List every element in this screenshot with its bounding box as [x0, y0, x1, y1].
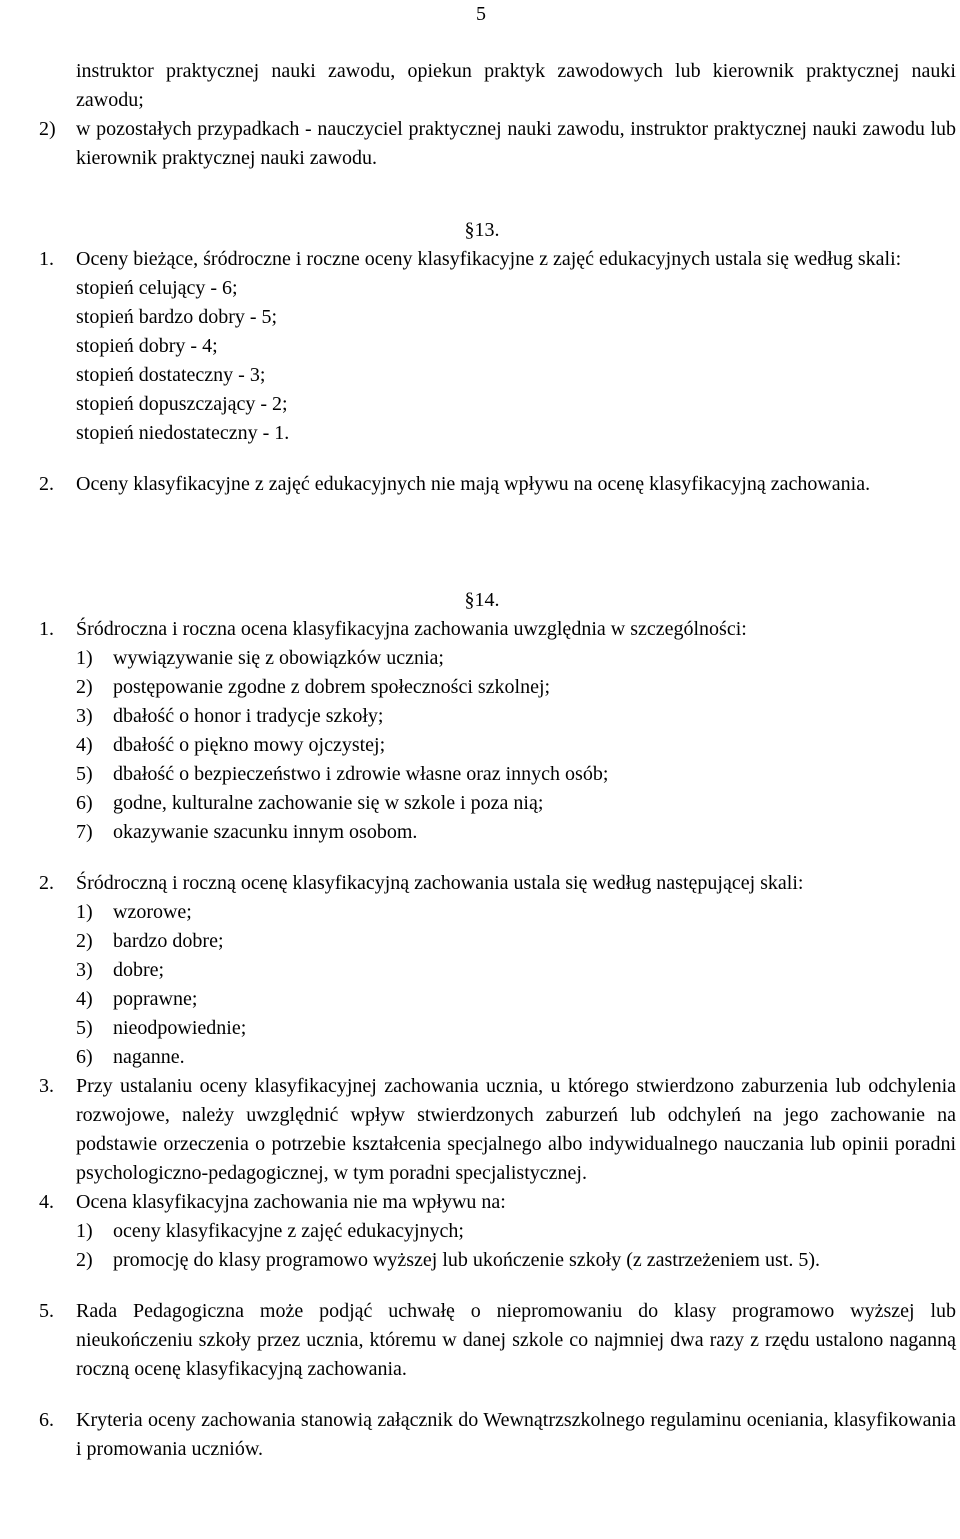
s14-paragraph-4	[39, 1188, 956, 1217]
item-text: naganne.	[113, 1046, 185, 1068]
item-number: 6)	[76, 1046, 93, 1068]
list-item	[76, 818, 956, 847]
paragraph-number: 1.	[39, 248, 54, 270]
item-number: 2)	[39, 118, 56, 140]
grade-scale-item: stopień dopuszczający - 2;	[76, 393, 288, 415]
item-text: wzorowe;	[113, 901, 192, 923]
list-item	[76, 1246, 956, 1275]
list-item	[76, 927, 956, 956]
s14-p4-list	[39, 1217, 956, 1275]
item-number: 2)	[76, 676, 93, 698]
list-item	[76, 898, 956, 927]
paragraph-number: 3.	[39, 1075, 54, 1097]
grade-scale-item: stopień bardzo dobry - 5;	[76, 306, 278, 328]
item-number: 1)	[76, 647, 93, 669]
item-text: dbałość o bezpieczeństwo i zdrowie własne oraz innych osób;	[113, 763, 609, 785]
list-item	[76, 731, 956, 760]
item-number: 3)	[76, 959, 93, 981]
item-text: okazywanie szacunku innym osobom.	[113, 821, 418, 843]
s14-paragraph-2	[39, 869, 956, 898]
item-number: 4)	[76, 734, 93, 756]
paragraph-number: 5.	[39, 1300, 54, 1322]
intro-item-2	[39, 115, 956, 173]
item-number: 2)	[76, 930, 93, 952]
grade-scale-item: stopień niedostateczny - 1.	[76, 422, 290, 444]
item-number: 2)	[76, 1249, 93, 1271]
grade-scale-item: stopień celujący - 6;	[76, 277, 238, 299]
item-text: dbałość o piękno mowy ojczystej;	[113, 734, 386, 756]
grade-scale-item: stopień dobry - 4;	[76, 335, 218, 357]
paragraph-text: Oceny klasyfikacyjne z zajęć edukacyjnych nie mają wpływu na ocenę klasyfikacyjną zachowania.	[76, 473, 871, 495]
list-item	[76, 789, 956, 818]
paragraph-text: Śródroczna i roczna ocena klasyfikacyjna zachowania uwzględnia w szczególności:	[76, 618, 747, 640]
s14-paragraph-3	[39, 1072, 956, 1188]
s14-p1-list	[39, 644, 956, 847]
paragraph-text: Oceny bieżące, śródroczne i roczne oceny klasyfikacyjne z zajęć edukacyjnych ustala się według skali:	[76, 248, 902, 270]
paragraph-number: 2.	[39, 872, 54, 894]
intro-line: instruktor praktycznej nauki zawodu, opiekun praktyk zawodowych lub kierownik praktycznej nauki zawodu;	[76, 60, 956, 111]
item-number: 1)	[76, 1220, 93, 1242]
list-item	[76, 1043, 956, 1072]
item-text: dobre;	[113, 959, 165, 981]
paragraph-text: Śródroczną i roczną ocenę klasyfikacyjną zachowania ustala się według następującej skali:	[76, 872, 804, 894]
item-text: poprawne;	[113, 988, 198, 1010]
item-text: promocję do klasy programowo wyższej lub ukończenie szkoły (z zastrzeżeniem ust. 5).	[113, 1249, 820, 1271]
list-item	[76, 1014, 956, 1043]
s14-paragraph-6	[39, 1406, 956, 1464]
list-item	[76, 673, 956, 702]
list-item	[76, 702, 956, 731]
s14-paragraph-5	[39, 1297, 956, 1384]
section-14	[39, 615, 956, 1464]
section-14-title: §14.	[464, 589, 500, 611]
item-number: 1)	[76, 901, 93, 923]
paragraph-number: 1.	[39, 618, 54, 640]
page-number: 5	[476, 3, 486, 25]
item-number: 5)	[76, 763, 93, 785]
list-item	[76, 956, 956, 985]
section-13	[39, 245, 956, 499]
item-text: dbałość o honor i tradycje szkoły;	[113, 705, 384, 727]
item-text: w pozostałych przypadkach - nauczyciel praktycznej nauki zawodu, instruktor praktycznej nauki zawodu lub kierownik praktycznej nauki zawodu.	[76, 118, 956, 169]
item-text: godne, kulturalne zachowanie się w szkole i poza nią;	[113, 792, 544, 814]
item-number: 6)	[76, 792, 93, 814]
grade-scale-list	[39, 274, 956, 448]
paragraph-number: 6.	[39, 1409, 54, 1431]
paragraph-text: Kryteria oceny zachowania stanowią załącznik do Wewnątrzszkolnego regulaminu oceniania, klasyfikowania i promowania uczniów.	[76, 1409, 956, 1460]
item-text: postępowanie zgodne z dobrem społeczności szkolnej;	[113, 676, 551, 698]
list-item	[76, 760, 956, 789]
s14-p2-list	[39, 898, 956, 1072]
item-text: nieodpowiednie;	[113, 1017, 247, 1039]
item-number: 7)	[76, 821, 93, 843]
item-text: oceny klasyfikacyjne z zajęć edukacyjnych;	[113, 1220, 464, 1242]
item-text: wywiązywanie się z obowiązków ucznia;	[113, 647, 444, 669]
paragraph-text: Przy ustalaniu oceny klasyfikacyjnej zachowania ucznia, u którego stwierdzono zaburzenia lub odchylenia rozwojowe, należy uwzględnić wpływ stwierdzonych zaburzeń lub odchyleń na jego zachowanie na podstawie orzeczenia o potrzebie kształcenia specjalnego albo indywidualnego nauczania lub opinii poradni psychologiczno-pedagogicznej, w tym poradni specjalistycznej.	[76, 1075, 956, 1184]
list-item	[76, 1217, 956, 1246]
grade-scale-item: stopień dostateczny - 3;	[76, 364, 266, 386]
paragraph-text: Ocena klasyfikacyjna zachowania nie ma wpływu na:	[76, 1191, 506, 1213]
paragraph-text: Rada Pedagogiczna może podjąć uchwałę o niepromowaniu do klasy programowo wyższej lub nieukończeniu szkoły przez ucznia, któremu w danej szkole co najmniej dwa razy z rzędu ustalono naganną roczną ocenę klasyfikacyjną zachowania.	[76, 1300, 956, 1380]
s13-paragraph-1	[39, 245, 956, 274]
item-text: bardzo dobre;	[113, 930, 224, 952]
s14-paragraph-1	[39, 615, 956, 644]
intro-block	[39, 57, 956, 173]
item-number: 5)	[76, 1017, 93, 1039]
item-number: 3)	[76, 705, 93, 727]
section-13-title: §13.	[464, 219, 500, 241]
paragraph-number: 2.	[39, 473, 54, 495]
list-item	[76, 985, 956, 1014]
item-number: 4)	[76, 988, 93, 1010]
list-item	[76, 644, 956, 673]
paragraph-number: 4.	[39, 1191, 54, 1213]
s13-paragraph-2	[39, 470, 956, 499]
